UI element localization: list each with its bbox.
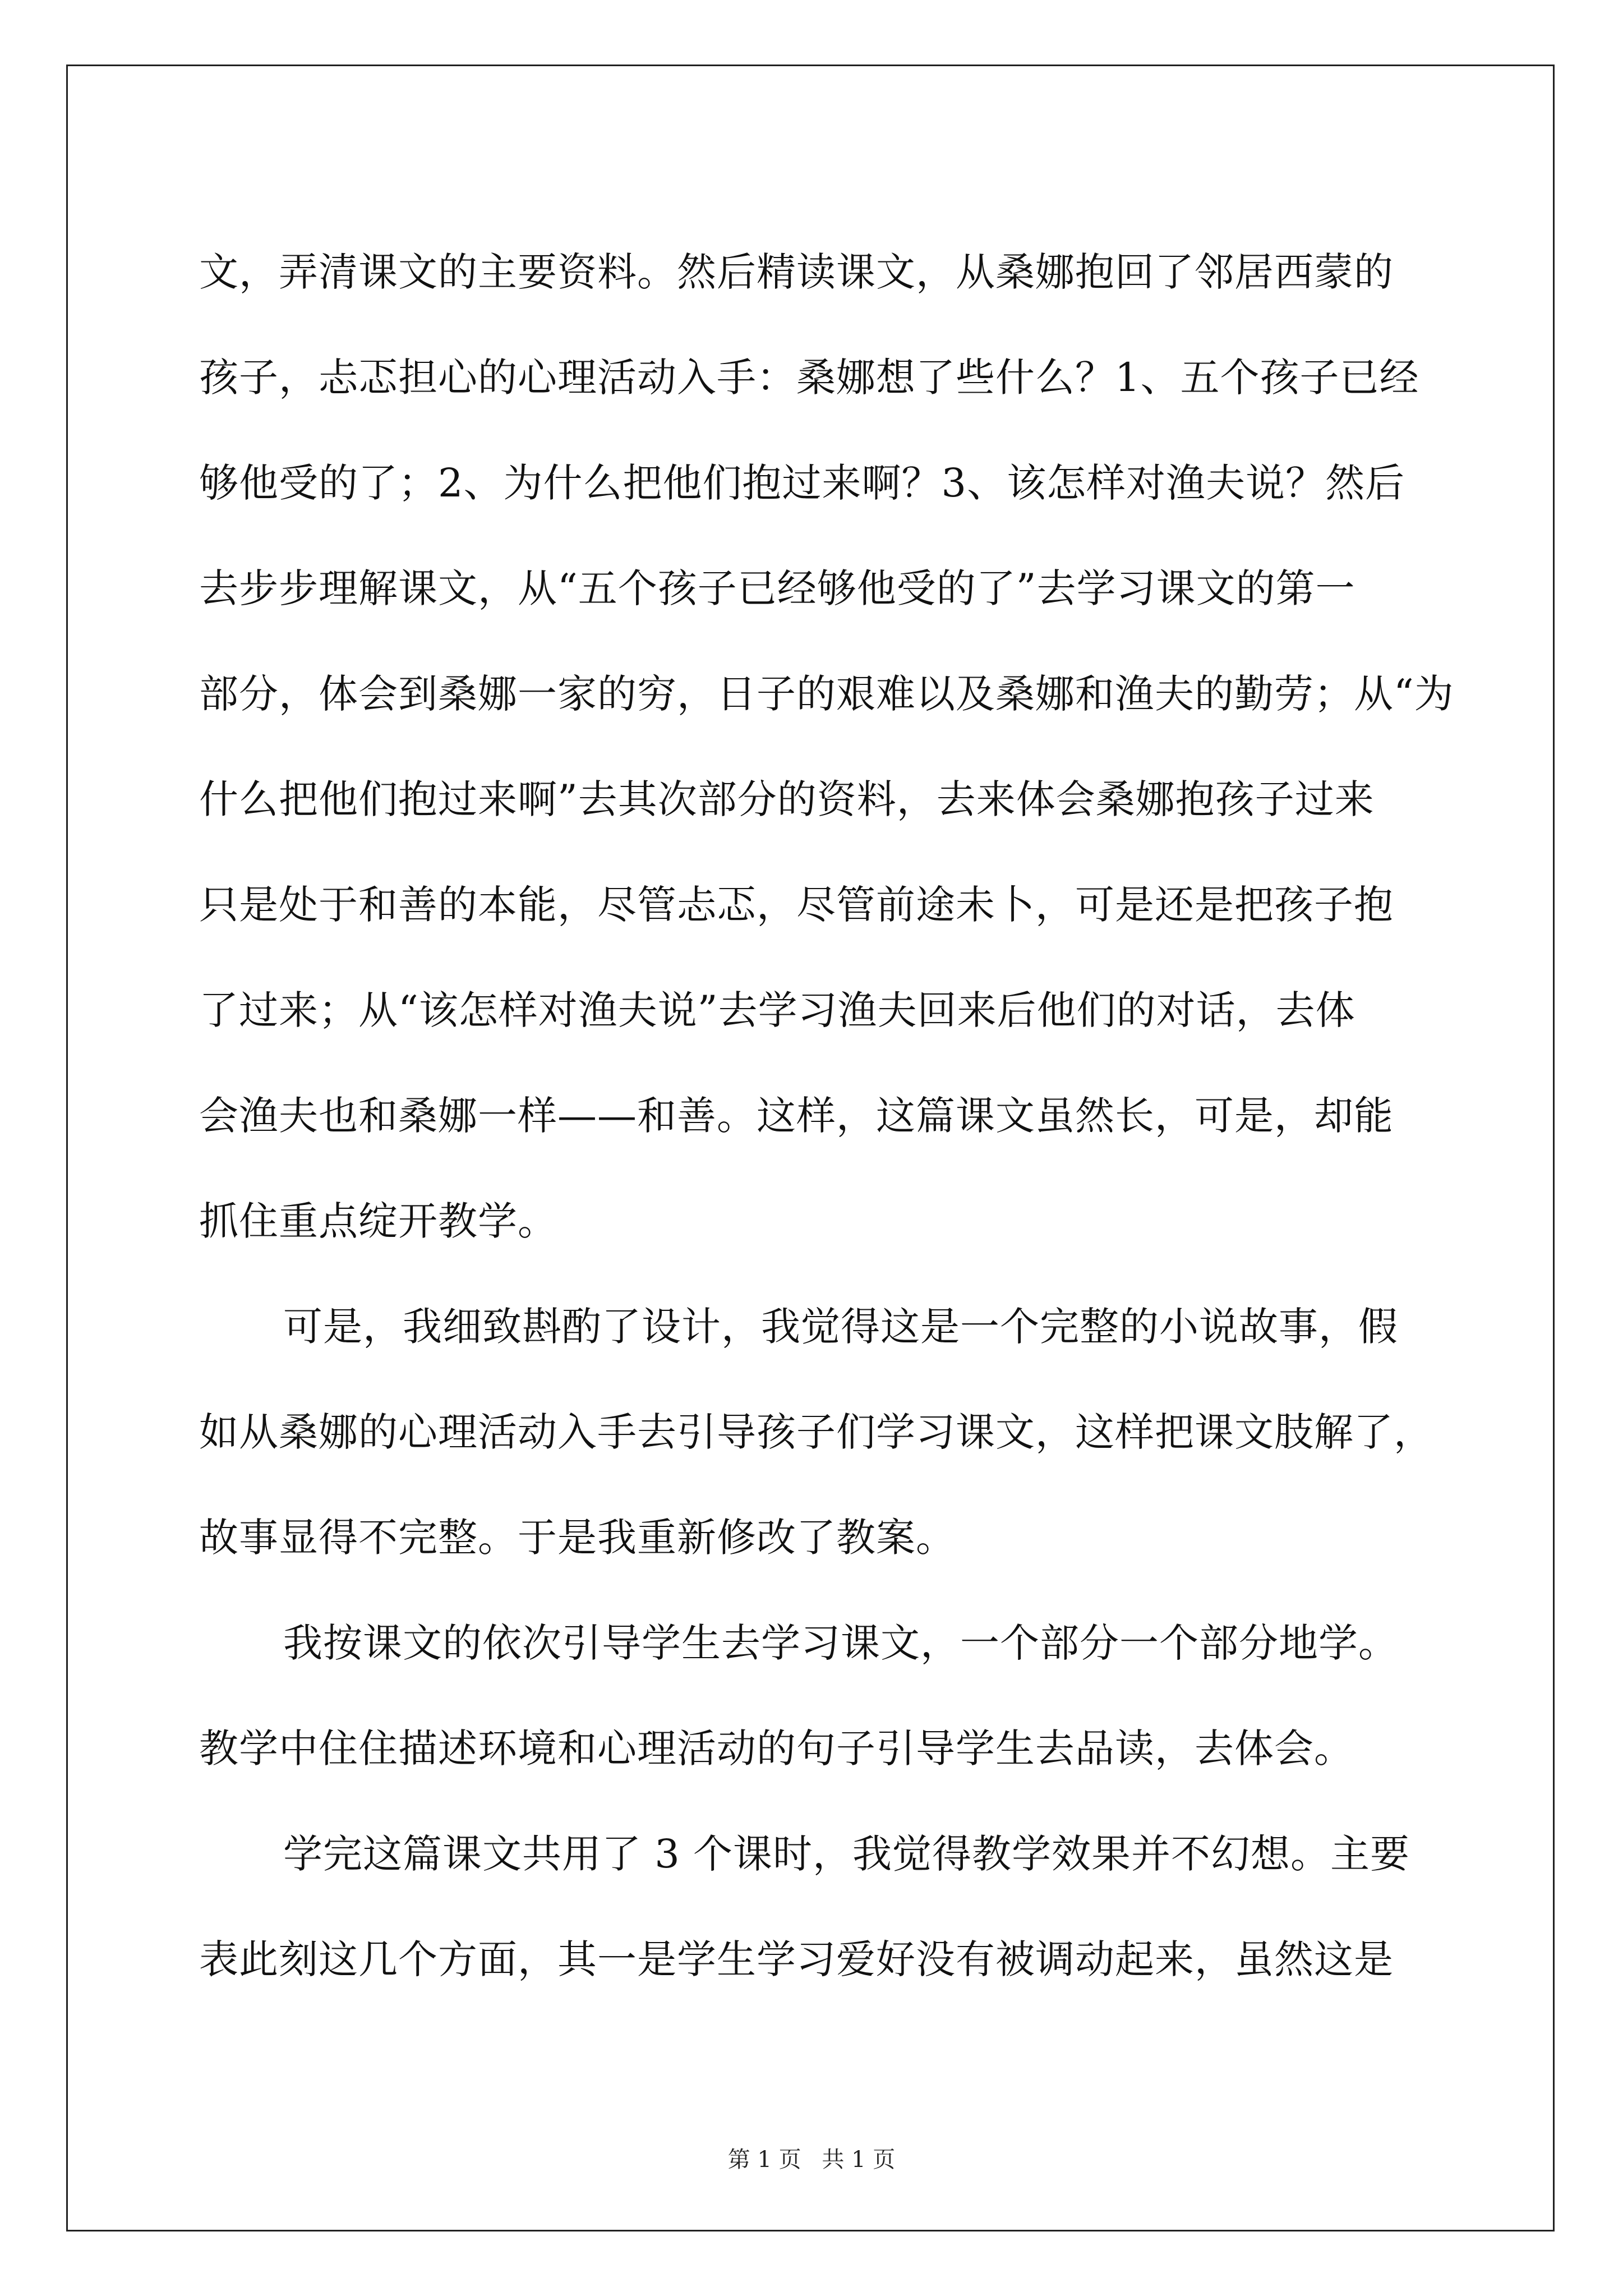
text-line: 只是处于和善的本能，尽管忐忑，尽管前途未卜，可是还是把孩子抱 [199,881,1394,928]
paragraph-first-line: 我按课文的依次引导学生去学习课文，一个部分一个部分地学。 [283,1619,1398,1666]
text-line: 什么把他们抱过来啊”去其次部分的资料，去来体会桑娜抱孩子过来 [199,776,1375,822]
page-total: 共 1 页 [822,2147,896,2173]
text-line: 部分，体会到桑娜一家的穷，日子的艰难以及桑娜和渔夫的勤劳；从“为 [199,670,1454,717]
text-line: 文，弄清课文的主要资料。然后精读课文，从桑娜抱回了邻居西蒙的 [199,249,1394,295]
text-line: 教学中住住描述环境和心理活动的句子引导学生去品读，去体会。 [199,1725,1354,1772]
text-line: 去步步理解课文，从“五个孩子已经够他受的了”去学习课文的第一 [199,565,1355,611]
page-number: 第 1 页 [727,2147,801,2173]
text-line: 故事显得不完整。于是我重新修改了教案。 [199,1514,956,1561]
text-line: 孩子，忐忑担心的心理活动入手：桑娜想了些什么？1、五个孩子已经 [199,354,1419,401]
text-line: 抓住重点绽开教学。 [199,1198,557,1244]
text-line: 如从桑娜的心理活动入手去引导孩子们学习课文，这样把课文肢解了， [199,1409,1433,1455]
text-line: 了过来；从“该怎样对渔夫说”去学习渔夫回来后他们的对话，去体 [199,987,1355,1033]
text-line: 会渔夫也和桑娜一样——和善。这样，这篇课文虽然长，可是，却能 [199,1092,1394,1139]
paragraph-first-line: 可是，我细致斟酌了设计，我觉得这是一个完整的小说故事，假 [283,1303,1398,1350]
page-footer [0,2142,1623,2174]
document-body [199,216,1454,2009]
text-line: 够他受的了；2、为什么把他们抱过来啊？3、该怎样对渔夫说？然后 [199,459,1405,506]
text-line: 表此刻这几个方面，其一是学生学习爱好没有被调动起来，虽然这是 [199,1936,1394,1982]
paragraph-first-line: 学完这篇课文共用了 3 个课时，我觉得教学效果并不幻想。主要 [283,1830,1410,1877]
